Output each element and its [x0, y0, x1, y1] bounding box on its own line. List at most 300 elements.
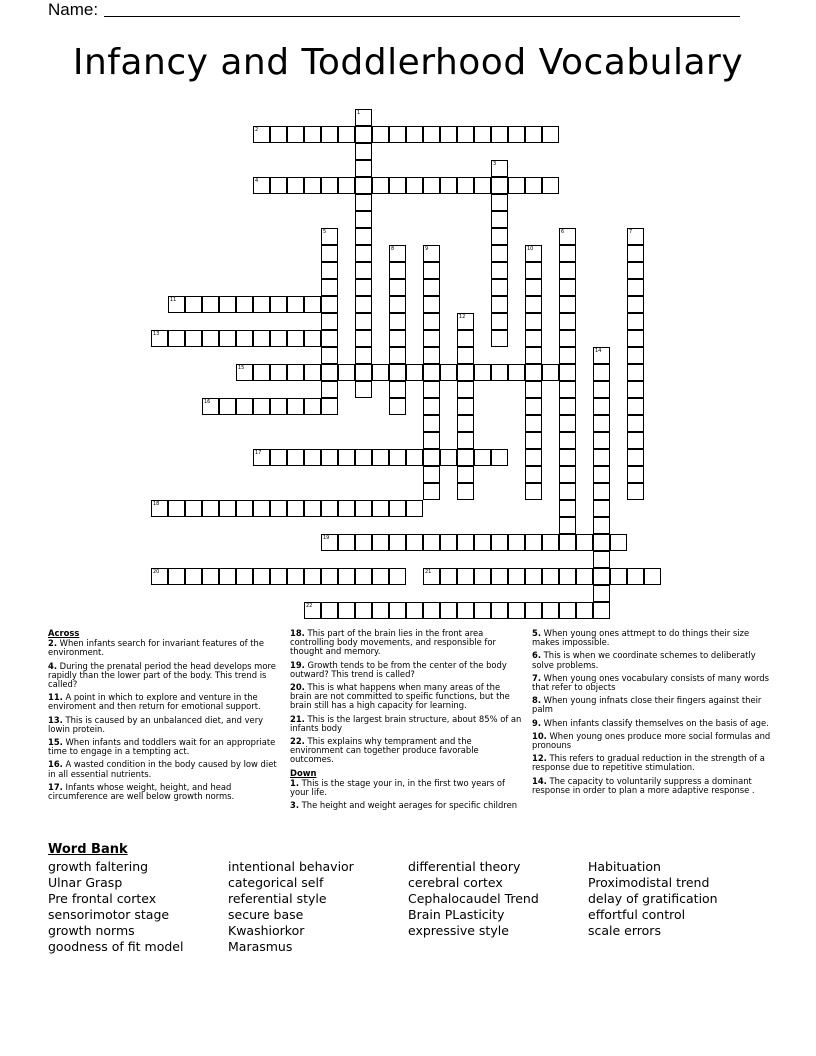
crossword-cell[interactable] [474, 534, 491, 551]
crossword-cell[interactable] [627, 296, 644, 313]
crossword-cell[interactable] [508, 602, 525, 619]
crossword-cell[interactable] [525, 262, 542, 279]
crossword-cell[interactable] [338, 364, 355, 381]
crossword-cell[interactable] [389, 177, 406, 194]
crossword-cell[interactable] [355, 228, 372, 245]
crossword-cell[interactable] [338, 568, 355, 585]
crossword-cell[interactable] [185, 568, 202, 585]
crossword-cell[interactable] [491, 177, 508, 194]
crossword-cell[interactable] [593, 517, 610, 534]
crossword-cell[interactable] [627, 279, 644, 296]
crossword-cell[interactable] [389, 568, 406, 585]
crossword-cell[interactable] [389, 296, 406, 313]
crossword-cell[interactable] [304, 398, 321, 415]
crossword-cell[interactable] [338, 126, 355, 143]
crossword-cell[interactable] [627, 398, 644, 415]
crossword-cell[interactable] [423, 534, 440, 551]
crossword-cell[interactable] [457, 330, 474, 347]
crossword-cell[interactable] [593, 449, 610, 466]
crossword-cell[interactable] [406, 126, 423, 143]
crossword-cell[interactable] [559, 415, 576, 432]
crossword-cell[interactable] [304, 177, 321, 194]
crossword-cell[interactable] [491, 534, 508, 551]
crossword-cell[interactable] [389, 500, 406, 517]
crossword-cell[interactable] [338, 177, 355, 194]
crossword-cell[interactable] [474, 126, 491, 143]
crossword-cell[interactable] [270, 568, 287, 585]
crossword-cell[interactable] [627, 415, 644, 432]
crossword-cell[interactable] [389, 381, 406, 398]
crossword-cell[interactable] [559, 466, 576, 483]
crossword-cell[interactable] [185, 296, 202, 313]
crossword-cell[interactable] [457, 313, 474, 330]
crossword-cell[interactable] [525, 432, 542, 449]
crossword-cell[interactable] [253, 296, 270, 313]
crossword-cell[interactable] [457, 347, 474, 364]
crossword-cell[interactable] [491, 279, 508, 296]
crossword-cell[interactable] [406, 449, 423, 466]
crossword-cell[interactable] [593, 568, 610, 585]
crossword-cell[interactable] [321, 313, 338, 330]
crossword-cell[interactable] [627, 432, 644, 449]
crossword-cell[interactable] [236, 330, 253, 347]
crossword-cell[interactable] [491, 296, 508, 313]
crossword-cell[interactable] [355, 177, 372, 194]
crossword-cell[interactable] [236, 500, 253, 517]
crossword-cell[interactable] [627, 347, 644, 364]
crossword-cell[interactable] [525, 602, 542, 619]
crossword-cell[interactable] [525, 279, 542, 296]
crossword-cell[interactable] [440, 449, 457, 466]
crossword-cell[interactable] [219, 500, 236, 517]
crossword-cell[interactable] [491, 228, 508, 245]
crossword-cell[interactable] [423, 466, 440, 483]
crossword-cell[interactable] [644, 568, 661, 585]
crossword-cell[interactable] [423, 347, 440, 364]
crossword-cell[interactable] [457, 432, 474, 449]
crossword-cell[interactable] [423, 432, 440, 449]
crossword-cell[interactable] [559, 296, 576, 313]
crossword-cell[interactable] [593, 534, 610, 551]
crossword-cell[interactable] [270, 126, 287, 143]
crossword-cell[interactable] [593, 432, 610, 449]
crossword-cell[interactable] [389, 534, 406, 551]
crossword-cell[interactable] [474, 449, 491, 466]
crossword-cell[interactable] [457, 534, 474, 551]
crossword-cell[interactable] [389, 313, 406, 330]
crossword-cell[interactable] [321, 262, 338, 279]
crossword-cell[interactable] [372, 500, 389, 517]
crossword-cell[interactable] [219, 296, 236, 313]
crossword-cell[interactable] [457, 602, 474, 619]
crossword-cell[interactable] [491, 602, 508, 619]
crossword-cell[interactable] [559, 449, 576, 466]
crossword-cell[interactable] [559, 517, 576, 534]
crossword-cell[interactable] [593, 381, 610, 398]
crossword-cell[interactable] [491, 330, 508, 347]
crossword-cell[interactable] [321, 228, 338, 245]
crossword-cell[interactable] [270, 449, 287, 466]
crossword-cell[interactable] [287, 126, 304, 143]
crossword-cell[interactable] [525, 449, 542, 466]
crossword-cell[interactable] [355, 194, 372, 211]
crossword-cell[interactable] [525, 126, 542, 143]
crossword-cell[interactable] [287, 500, 304, 517]
crossword-cell[interactable] [321, 364, 338, 381]
crossword-cell[interactable] [355, 568, 372, 585]
crossword-cell[interactable] [610, 534, 627, 551]
crossword-cell[interactable] [389, 449, 406, 466]
crossword-cell[interactable] [627, 245, 644, 262]
crossword-cell[interactable] [559, 262, 576, 279]
crossword-cell[interactable] [304, 568, 321, 585]
crossword-cell[interactable] [542, 602, 559, 619]
crossword-cell[interactable] [423, 126, 440, 143]
crossword-cell[interactable] [355, 313, 372, 330]
crossword-cell[interactable] [610, 568, 627, 585]
crossword-cell[interactable] [457, 449, 474, 466]
crossword-cell[interactable] [525, 466, 542, 483]
crossword-cell[interactable] [355, 126, 372, 143]
crossword-cell[interactable] [304, 296, 321, 313]
crossword-cell[interactable] [542, 126, 559, 143]
crossword-cell[interactable] [236, 296, 253, 313]
crossword-cell[interactable] [338, 449, 355, 466]
crossword-cell[interactable] [457, 381, 474, 398]
crossword-cell[interactable] [423, 381, 440, 398]
crossword-cell[interactable] [406, 364, 423, 381]
crossword-cell[interactable] [559, 381, 576, 398]
crossword-cell[interactable] [423, 177, 440, 194]
crossword-cell[interactable] [593, 347, 610, 364]
crossword-cell[interactable] [219, 568, 236, 585]
crossword-cell[interactable] [491, 126, 508, 143]
crossword-cell[interactable] [389, 602, 406, 619]
crossword-cell[interactable] [440, 364, 457, 381]
crossword-cell[interactable] [559, 568, 576, 585]
crossword-cell[interactable] [253, 500, 270, 517]
crossword-cell[interactable] [457, 177, 474, 194]
crossword-cell[interactable] [321, 347, 338, 364]
crossword-cell[interactable] [355, 143, 372, 160]
crossword-cell[interactable] [559, 398, 576, 415]
crossword-cell[interactable] [270, 364, 287, 381]
crossword-cell[interactable] [508, 534, 525, 551]
crossword-cell[interactable] [440, 534, 457, 551]
crossword-cell[interactable] [253, 177, 270, 194]
crossword-cell[interactable] [321, 177, 338, 194]
crossword-cell[interactable] [457, 126, 474, 143]
crossword-cell[interactable] [355, 602, 372, 619]
crossword-cell[interactable] [168, 500, 185, 517]
crossword-cell[interactable] [559, 432, 576, 449]
crossword-cell[interactable] [287, 398, 304, 415]
crossword-cell[interactable] [593, 551, 610, 568]
crossword-cell[interactable] [321, 296, 338, 313]
crossword-cell[interactable] [321, 398, 338, 415]
crossword-cell[interactable] [355, 347, 372, 364]
crossword-cell[interactable] [525, 381, 542, 398]
crossword-cell[interactable] [559, 279, 576, 296]
crossword-cell[interactable] [508, 177, 525, 194]
crossword-cell[interactable] [185, 500, 202, 517]
crossword-cell[interactable] [474, 568, 491, 585]
crossword-cell[interactable] [508, 364, 525, 381]
crossword-cell[interactable] [491, 160, 508, 177]
crossword-cell[interactable] [576, 568, 593, 585]
crossword-cell[interactable] [559, 483, 576, 500]
crossword-cell[interactable] [287, 568, 304, 585]
crossword-cell[interactable] [185, 330, 202, 347]
crossword-cell[interactable] [304, 330, 321, 347]
crossword-cell[interactable] [253, 568, 270, 585]
crossword-cell[interactable] [389, 398, 406, 415]
crossword-cell[interactable] [491, 364, 508, 381]
crossword-cell[interactable] [491, 313, 508, 330]
crossword-cell[interactable] [253, 364, 270, 381]
crossword-cell[interactable] [627, 228, 644, 245]
crossword-cell[interactable] [321, 381, 338, 398]
crossword-cell[interactable] [355, 500, 372, 517]
crossword-cell[interactable] [457, 364, 474, 381]
crossword-cell[interactable] [491, 262, 508, 279]
crossword-cell[interactable] [270, 330, 287, 347]
crossword-cell[interactable] [355, 160, 372, 177]
crossword-cell[interactable] [372, 602, 389, 619]
crossword-cell[interactable] [389, 330, 406, 347]
crossword-cell[interactable] [542, 364, 559, 381]
crossword-cell[interactable] [440, 177, 457, 194]
crossword-cell[interactable] [372, 449, 389, 466]
crossword-cell[interactable] [287, 296, 304, 313]
crossword-cell[interactable] [525, 568, 542, 585]
crossword-cell[interactable] [202, 296, 219, 313]
crossword-cell[interactable] [253, 330, 270, 347]
crossword-cell[interactable] [474, 602, 491, 619]
crossword-cell[interactable] [389, 364, 406, 381]
crossword-cell[interactable] [304, 602, 321, 619]
crossword-cell[interactable] [151, 568, 168, 585]
crossword-cell[interactable] [559, 347, 576, 364]
crossword-cell[interactable] [304, 449, 321, 466]
crossword-cell[interactable] [593, 415, 610, 432]
crossword-cell[interactable] [372, 568, 389, 585]
crossword-cell[interactable] [627, 449, 644, 466]
crossword-cell[interactable] [423, 279, 440, 296]
crossword-cell[interactable] [321, 500, 338, 517]
crossword-cell[interactable] [168, 296, 185, 313]
crossword-cell[interactable] [627, 262, 644, 279]
crossword-cell[interactable] [355, 211, 372, 228]
crossword-cell[interactable] [423, 262, 440, 279]
crossword-cell[interactable] [355, 381, 372, 398]
crossword-cell[interactable] [406, 500, 423, 517]
crossword-cell[interactable] [525, 364, 542, 381]
crossword-cell[interactable] [423, 296, 440, 313]
crossword-cell[interactable] [525, 347, 542, 364]
crossword-cell[interactable] [219, 330, 236, 347]
crossword-cell[interactable] [440, 568, 457, 585]
crossword-cell[interactable] [423, 364, 440, 381]
crossword-cell[interactable] [627, 313, 644, 330]
crossword-cell[interactable] [525, 398, 542, 415]
crossword-cell[interactable] [491, 245, 508, 262]
crossword-cell[interactable] [338, 602, 355, 619]
crossword-cell[interactable] [236, 398, 253, 415]
crossword-cell[interactable] [151, 330, 168, 347]
crossword-cell[interactable] [593, 398, 610, 415]
crossword-cell[interactable] [627, 483, 644, 500]
crossword-cell[interactable] [270, 500, 287, 517]
crossword-cell[interactable] [355, 330, 372, 347]
crossword-cell[interactable] [321, 126, 338, 143]
crossword-cell[interactable] [372, 126, 389, 143]
crossword-cell[interactable] [542, 534, 559, 551]
crossword-cell[interactable] [423, 415, 440, 432]
crossword-cell[interactable] [355, 449, 372, 466]
crossword-cell[interactable] [423, 330, 440, 347]
crossword-cell[interactable] [423, 313, 440, 330]
crossword-cell[interactable] [287, 177, 304, 194]
crossword-cell[interactable] [406, 177, 423, 194]
crossword-cell[interactable] [406, 602, 423, 619]
crossword-cell[interactable] [219, 398, 236, 415]
crossword-cell[interactable] [389, 245, 406, 262]
crossword-cell[interactable] [593, 364, 610, 381]
crossword-cell[interactable] [559, 500, 576, 517]
crossword-cell[interactable] [236, 364, 253, 381]
crossword-cell[interactable] [457, 483, 474, 500]
crossword-cell[interactable] [389, 279, 406, 296]
crossword-cell[interactable] [355, 364, 372, 381]
crossword-cell[interactable] [372, 177, 389, 194]
crossword-cell[interactable] [525, 534, 542, 551]
crossword-cell[interactable] [423, 398, 440, 415]
crossword-cell[interactable] [593, 500, 610, 517]
crossword-cell[interactable] [542, 568, 559, 585]
crossword-cell[interactable] [627, 466, 644, 483]
crossword-cell[interactable] [389, 126, 406, 143]
crossword-cell[interactable] [202, 500, 219, 517]
crossword-cell[interactable] [559, 330, 576, 347]
crossword-cell[interactable] [151, 500, 168, 517]
crossword-cell[interactable] [253, 126, 270, 143]
crossword-cell[interactable] [559, 534, 576, 551]
crossword-cell[interactable] [474, 177, 491, 194]
crossword-cell[interactable] [168, 330, 185, 347]
crossword-cell[interactable] [559, 228, 576, 245]
crossword-cell[interactable] [542, 177, 559, 194]
crossword-cell[interactable] [423, 602, 440, 619]
crossword-cell[interactable] [457, 398, 474, 415]
crossword-cell[interactable] [321, 534, 338, 551]
crossword-cell[interactable] [372, 364, 389, 381]
crossword-cell[interactable] [202, 330, 219, 347]
crossword-cell[interactable] [202, 568, 219, 585]
crossword-cell[interactable] [338, 500, 355, 517]
crossword-cell[interactable] [525, 415, 542, 432]
crossword-cell[interactable] [457, 415, 474, 432]
crossword-cell[interactable] [525, 177, 542, 194]
crossword-cell[interactable] [202, 398, 219, 415]
crossword-cell[interactable] [355, 534, 372, 551]
crossword-cell[interactable] [491, 211, 508, 228]
crossword-cell[interactable] [525, 313, 542, 330]
crossword-cell[interactable] [576, 602, 593, 619]
crossword-cell[interactable] [287, 449, 304, 466]
crossword-cell[interactable] [559, 245, 576, 262]
crossword-cell[interactable] [474, 364, 491, 381]
crossword-cell[interactable] [559, 602, 576, 619]
crossword-cell[interactable] [321, 245, 338, 262]
crossword-cell[interactable] [525, 483, 542, 500]
crossword-cell[interactable] [304, 500, 321, 517]
crossword-cell[interactable] [406, 534, 423, 551]
crossword-cell[interactable] [593, 585, 610, 602]
crossword-cell[interactable] [270, 398, 287, 415]
crossword-cell[interactable] [321, 279, 338, 296]
crossword-cell[interactable] [253, 449, 270, 466]
crossword-cell[interactable] [321, 330, 338, 347]
crossword-cell[interactable] [321, 602, 338, 619]
crossword-cell[interactable] [491, 568, 508, 585]
crossword-cell[interactable] [508, 126, 525, 143]
crossword-cell[interactable] [440, 126, 457, 143]
crossword-cell[interactable] [321, 568, 338, 585]
crossword-cell[interactable] [525, 330, 542, 347]
crossword-cell[interactable] [321, 449, 338, 466]
crossword-cell[interactable] [168, 568, 185, 585]
crossword-cell[interactable] [627, 364, 644, 381]
crossword-cell[interactable] [593, 466, 610, 483]
crossword-cell[interactable] [423, 245, 440, 262]
crossword-cell[interactable] [355, 279, 372, 296]
crossword-cell[interactable] [338, 534, 355, 551]
crossword-cell[interactable] [627, 381, 644, 398]
crossword-cell[interactable] [627, 330, 644, 347]
crossword-cell[interactable] [627, 568, 644, 585]
crossword-cell[interactable] [423, 449, 440, 466]
crossword-cell[interactable] [389, 347, 406, 364]
crossword-cell[interactable] [525, 296, 542, 313]
crossword-cell[interactable] [389, 262, 406, 279]
crossword-cell[interactable] [304, 364, 321, 381]
crossword-cell[interactable] [457, 568, 474, 585]
crossword-cell[interactable] [508, 568, 525, 585]
crossword-cell[interactable] [253, 398, 270, 415]
crossword-cell[interactable] [559, 364, 576, 381]
crossword-cell[interactable] [423, 568, 440, 585]
crossword-cell[interactable] [236, 568, 253, 585]
crossword-cell[interactable] [355, 262, 372, 279]
crossword-cell[interactable] [593, 483, 610, 500]
crossword-cell[interactable] [287, 364, 304, 381]
crossword-cell[interactable] [491, 449, 508, 466]
crossword-cell[interactable] [525, 245, 542, 262]
crossword-cell[interactable] [576, 534, 593, 551]
crossword-cell[interactable] [270, 177, 287, 194]
crossword-cell[interactable] [270, 296, 287, 313]
crossword-cell[interactable] [304, 126, 321, 143]
crossword-cell[interactable] [287, 330, 304, 347]
crossword-cell[interactable] [355, 245, 372, 262]
crossword-cell[interactable] [423, 483, 440, 500]
crossword-cell[interactable] [440, 602, 457, 619]
crossword-cell[interactable] [491, 194, 508, 211]
crossword-cell[interactable] [355, 109, 372, 126]
crossword-cell[interactable] [593, 602, 610, 619]
crossword-cell[interactable] [457, 466, 474, 483]
